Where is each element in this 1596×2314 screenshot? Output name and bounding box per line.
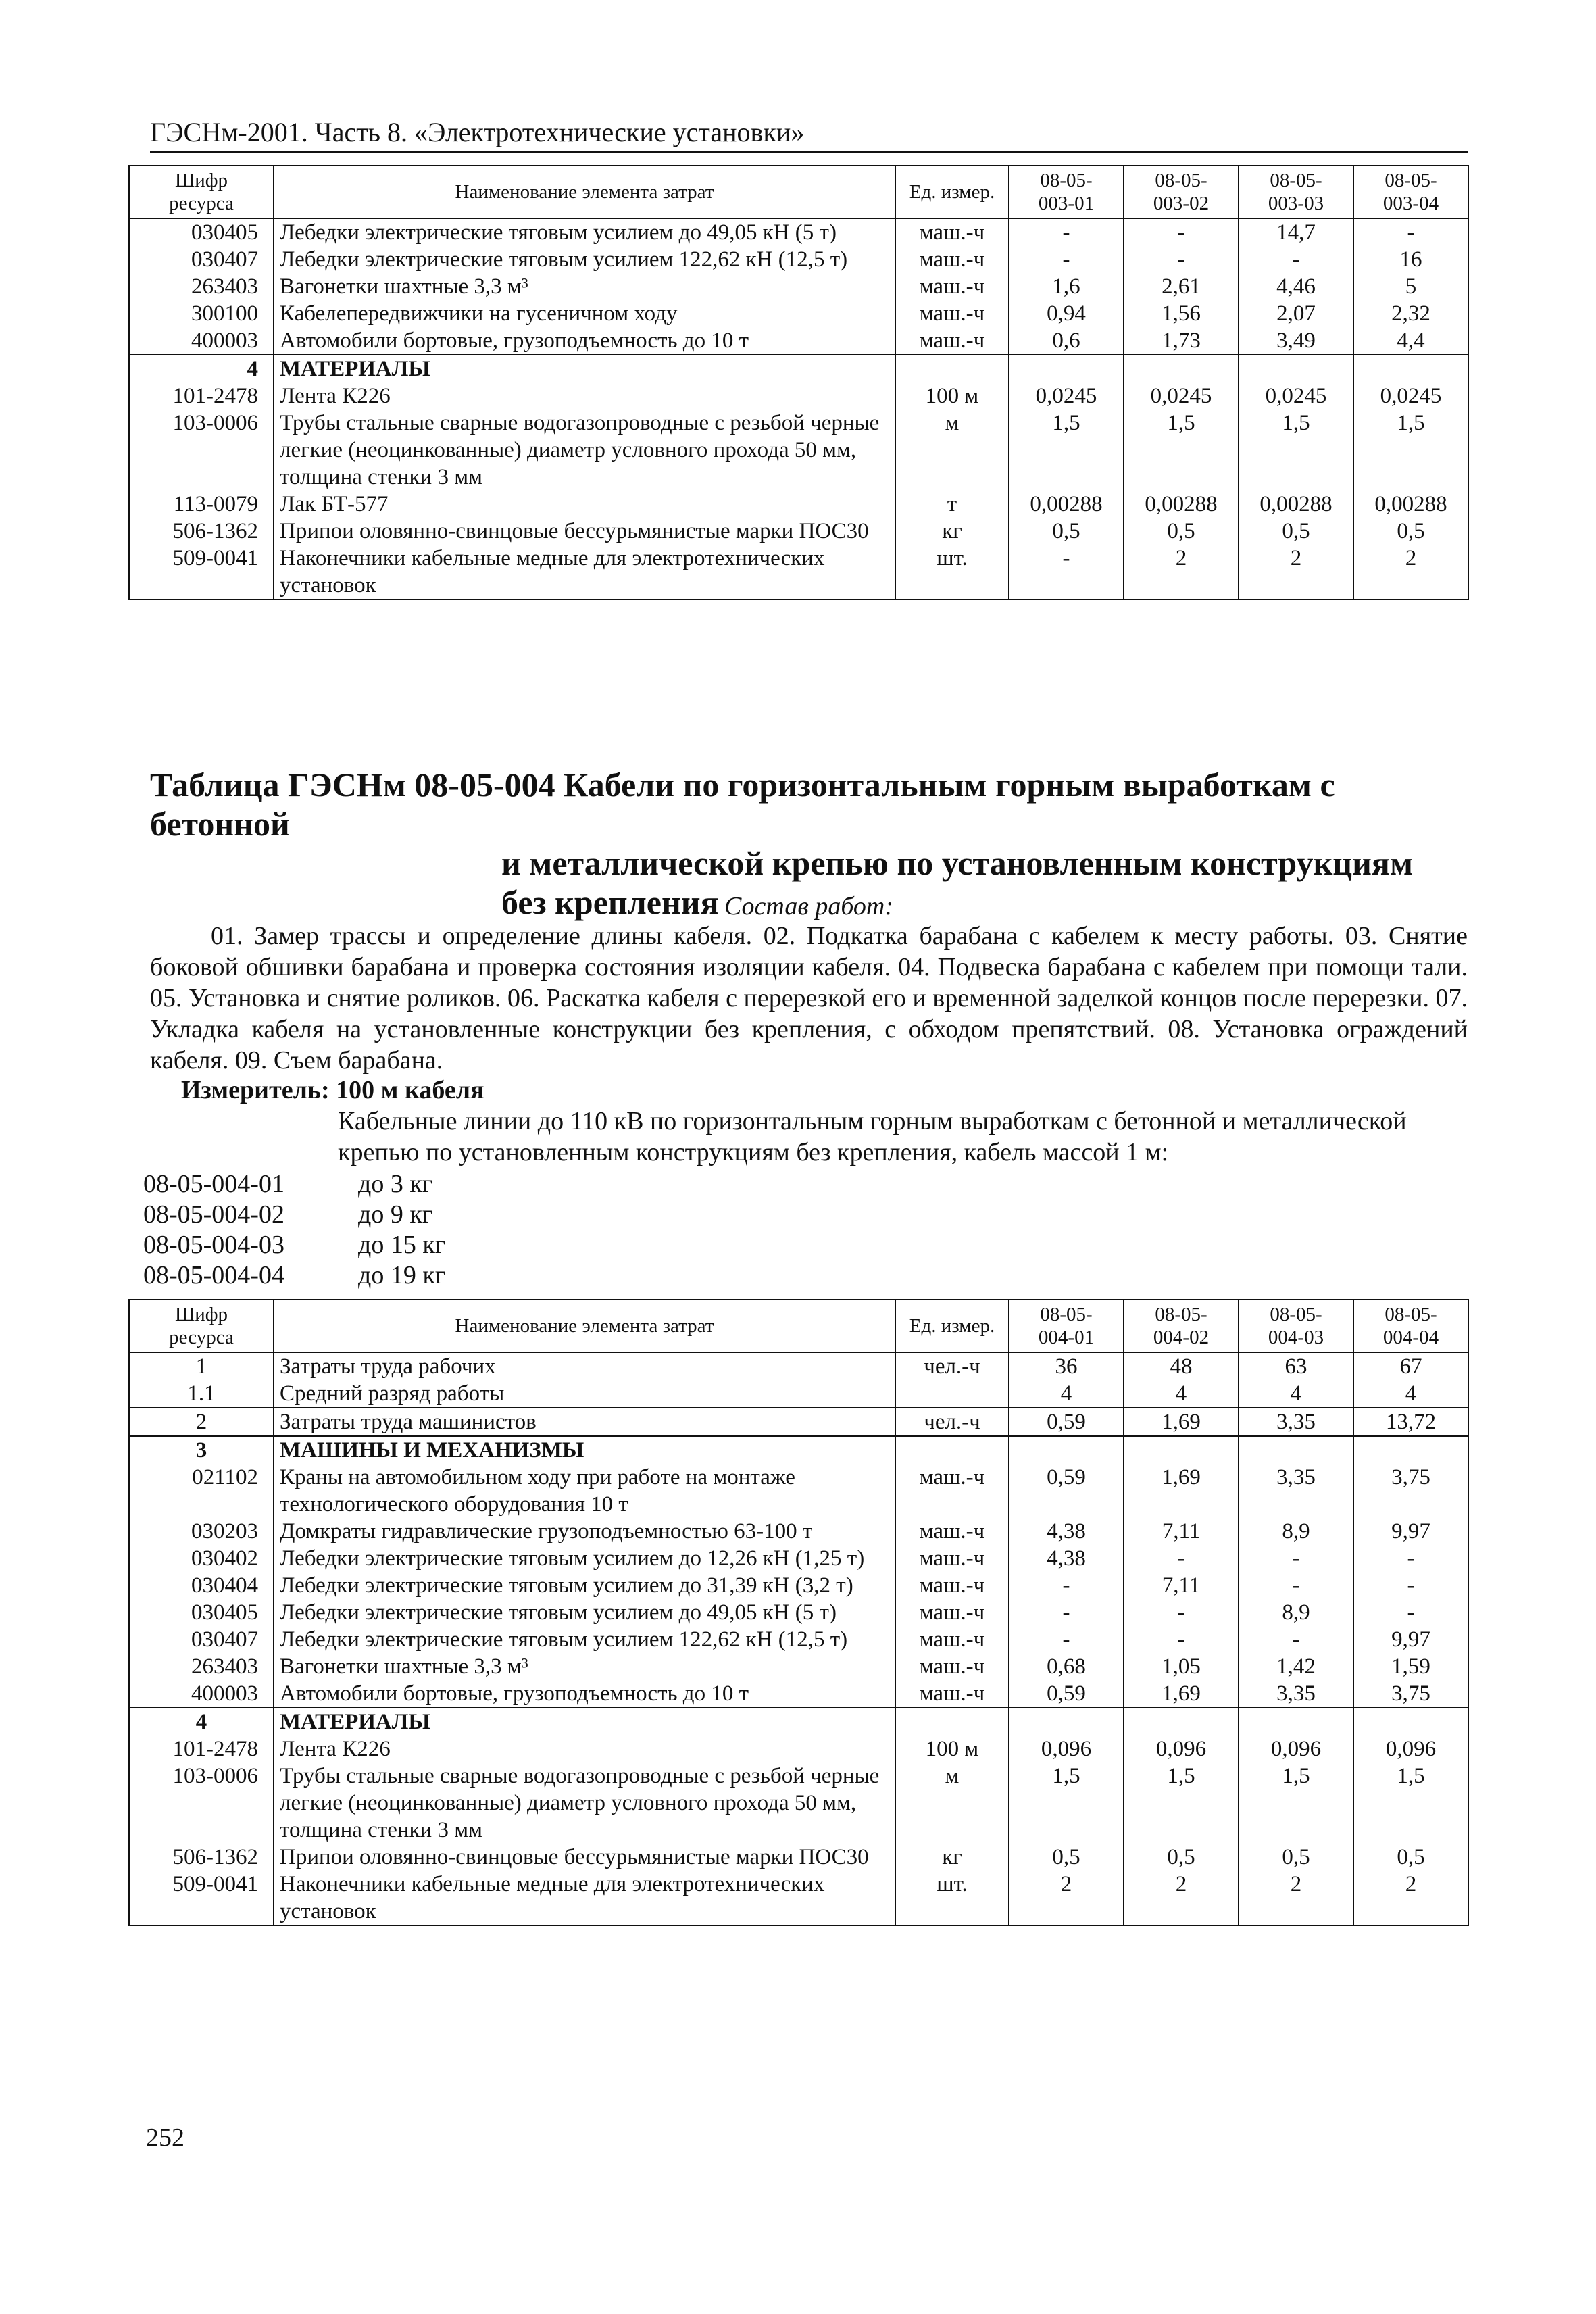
unit-cell: маш.-ч bbox=[895, 1518, 1009, 1545]
header-col-4: 08-05- 003-04 bbox=[1353, 166, 1468, 218]
table-row bbox=[129, 273, 1468, 300]
norm-value-cell: 0,5 bbox=[1353, 518, 1468, 545]
header-col-1: 08-05- 003-01 bbox=[1009, 166, 1124, 218]
table-title-line-3: без крепления bbox=[501, 883, 719, 921]
resource-name-cell: Краны на автомобильном ходу при работе на монтаже технологического оборудования 10 т bbox=[274, 1464, 895, 1518]
resource-code-cell: 030405 bbox=[129, 218, 274, 246]
header-code: Шифр ресурса bbox=[129, 1300, 274, 1352]
norm-value-cell: 7,11 bbox=[1124, 1518, 1239, 1545]
variant-code: 08-05-004-03 bbox=[143, 1231, 284, 1259]
norm-value-cell: 1,5 bbox=[1124, 410, 1239, 491]
table-row bbox=[129, 1518, 1468, 1545]
norm-value-cell: 0,00288 bbox=[1353, 491, 1468, 518]
table-header bbox=[129, 1300, 1468, 1352]
norm-value-cell: 14,7 bbox=[1239, 218, 1353, 246]
resource-code-cell: 030402 bbox=[129, 1545, 274, 1572]
norm-value-cell: 4 bbox=[1124, 1380, 1239, 1408]
resource-code-cell: 263403 bbox=[129, 1653, 274, 1680]
norm-value-cell: 0,0245 bbox=[1353, 383, 1468, 410]
norm-value-cell: - bbox=[1124, 1599, 1239, 1626]
norm-value-cell: 0,5 bbox=[1353, 1844, 1468, 1871]
norm-value-cell: 0,5 bbox=[1009, 1844, 1124, 1871]
norm-value-cell: 0,5 bbox=[1124, 1844, 1239, 1871]
resource-code-cell: 113-0079 bbox=[129, 491, 274, 518]
resource-code-cell: 101-2478 bbox=[129, 1736, 274, 1763]
table-row bbox=[129, 545, 1468, 599]
table-row bbox=[129, 410, 1468, 491]
page-number: 252 bbox=[146, 2123, 184, 2152]
section-row bbox=[129, 355, 1468, 383]
table-row bbox=[129, 383, 1468, 410]
norm-value-cell: - bbox=[1239, 246, 1353, 273]
table-row bbox=[129, 327, 1468, 355]
norm-value-cell: 1,5 bbox=[1009, 1763, 1124, 1844]
resource-code-cell: 4 bbox=[129, 355, 274, 383]
unit-cell: маш.-ч bbox=[895, 246, 1009, 273]
norm-value-cell: 0,00288 bbox=[1124, 491, 1239, 518]
norm-value-cell: 2 bbox=[1009, 1871, 1124, 1925]
norm-value-cell: 8,9 bbox=[1239, 1599, 1353, 1626]
norm-value-cell: 3,75 bbox=[1353, 1680, 1468, 1708]
norm-value-cell: 1,59 bbox=[1353, 1653, 1468, 1680]
norm-value-cell: 0,5 bbox=[1009, 518, 1124, 545]
unit-cell: кг bbox=[895, 518, 1009, 545]
norm-value-cell bbox=[1353, 355, 1468, 383]
norm-value-cell: 0,68 bbox=[1009, 1653, 1124, 1680]
norm-value-cell: 2,61 bbox=[1124, 273, 1239, 300]
unit-cell: маш.-ч bbox=[895, 1464, 1009, 1518]
header-col-1: 08-05- 004-01 bbox=[1009, 1300, 1124, 1352]
norm-value-cell: - bbox=[1009, 1626, 1124, 1653]
norm-value-cell: 1,69 bbox=[1124, 1408, 1239, 1436]
norm-value-cell: 7,11 bbox=[1124, 1572, 1239, 1599]
norm-value-cell: 1,56 bbox=[1124, 300, 1239, 327]
norm-value-cell: 1,5 bbox=[1239, 1763, 1353, 1844]
norm-value-cell: 3,35 bbox=[1239, 1464, 1353, 1518]
norm-value-cell: - bbox=[1353, 1599, 1468, 1626]
norm-value-cell: 0,94 bbox=[1009, 300, 1124, 327]
resource-name-cell: Вагонетки шахтные 3,3 м³ bbox=[274, 273, 895, 300]
norm-value-cell: 1,69 bbox=[1124, 1464, 1239, 1518]
table-header bbox=[129, 166, 1468, 218]
table-row bbox=[129, 1352, 1468, 1380]
resource-code-cell: 030407 bbox=[129, 246, 274, 273]
norm-value-cell: - bbox=[1353, 1545, 1468, 1572]
resource-code-cell: 506-1362 bbox=[129, 1844, 274, 1871]
norm-value-cell: - bbox=[1124, 246, 1239, 273]
norm-value-cell: 0,096 bbox=[1124, 1736, 1239, 1763]
resource-name-cell: Лебедки электрические тяговым усилием 122,62 кН (12,5 т) bbox=[274, 1626, 895, 1653]
norm-value-cell: 1,5 bbox=[1353, 410, 1468, 491]
resource-name-cell: Лебедки электрические тяговым усилием до 12,26 кН (1,25 т) bbox=[274, 1545, 895, 1572]
resource-code-cell: 1.1 bbox=[129, 1380, 274, 1408]
norm-value-cell: 2 bbox=[1124, 545, 1239, 599]
norm-value-cell: 1,5 bbox=[1353, 1763, 1468, 1844]
table-body bbox=[129, 218, 1468, 599]
resource-name-cell: Затраты труда машинистов bbox=[274, 1408, 895, 1436]
norm-value-cell bbox=[1353, 1436, 1468, 1464]
variant-description: Кабельные линии до 110 кВ по горизонтальным горным выработкам с бетонной и металлической крепью по установленным конструкциям без крепления, кабель массой 1 м: bbox=[338, 1107, 1407, 1166]
table-body bbox=[129, 1352, 1468, 1925]
table-row bbox=[129, 491, 1468, 518]
norm-value-cell bbox=[1124, 355, 1239, 383]
norm-value-cell: 4,38 bbox=[1009, 1518, 1124, 1545]
norm-value-cell: 0,096 bbox=[1239, 1736, 1353, 1763]
meter-label: Измеритель: 100 м кабеля bbox=[181, 1076, 484, 1104]
norm-value-cell: 2 bbox=[1239, 545, 1353, 599]
resource-name-cell: Домкраты гидравлические грузоподъемностью 63-100 т bbox=[274, 1518, 895, 1545]
unit-cell: 100 м bbox=[895, 383, 1009, 410]
work-composition-text: 01. Замер трассы и определение длины кабеля. 02. Подкатка барабана с кабелем к месту работы. 03. Снятие боковой обшивки барабана и проверка состояния изоляции кабеля. 04. Подвеска барабана с кабелем при помощи тали. 05. Установка и снятие роликов. 06. Раскатка кабеля с перерезкой его и временной заделкой концов после перерезки. 07. Укладка кабеля на установленные конструкции без крепления, с обходом препятствий. 08. Установка ограждений кабеля. 09. Съем барабана. bbox=[150, 922, 1468, 1075]
resource-name-cell: МАТЕРИАЛЫ bbox=[274, 1708, 895, 1736]
variant-code: 08-05-004-04 bbox=[143, 1261, 284, 1289]
norm-value-cell: 8,9 bbox=[1239, 1518, 1353, 1545]
resource-name-cell: Лента К226 bbox=[274, 1736, 895, 1763]
resource-name-cell: Лебедки электрические тяговым усилием до 49,05 кН (5 т) bbox=[274, 1599, 895, 1626]
variant-label: до 15 кг bbox=[358, 1231, 446, 1259]
norm-value-cell: 1,5 bbox=[1239, 410, 1353, 491]
work-composition-heading: Состав работ: bbox=[724, 892, 894, 920]
norm-value-cell: 0,096 bbox=[1009, 1736, 1124, 1763]
norm-value-cell: - bbox=[1353, 1572, 1468, 1599]
resource-code-cell: 030405 bbox=[129, 1599, 274, 1626]
norm-value-cell: 2 bbox=[1353, 545, 1468, 599]
resource-name-cell: Лебедки электрические тяговым усилием до 31,39 кН (3,2 т) bbox=[274, 1572, 895, 1599]
norm-value-cell: - bbox=[1239, 1626, 1353, 1653]
header-col-2: 08-05- 003-02 bbox=[1124, 166, 1239, 218]
norm-value-cell bbox=[1009, 355, 1124, 383]
unit-cell: шт. bbox=[895, 545, 1009, 599]
header-name: Наименование элемента затрат bbox=[274, 166, 895, 218]
variant-item bbox=[143, 1200, 445, 1230]
table-row bbox=[129, 246, 1468, 273]
norm-value-cell bbox=[1009, 1436, 1124, 1464]
norm-value-cell bbox=[1124, 1708, 1239, 1736]
table-row bbox=[129, 1408, 1468, 1436]
norm-value-cell: 0,59 bbox=[1009, 1408, 1124, 1436]
header-col-3: 08-05- 004-03 bbox=[1239, 1300, 1353, 1352]
resource-name-cell: МАТЕРИАЛЫ bbox=[274, 355, 895, 383]
norm-value-cell: - bbox=[1239, 1572, 1353, 1599]
norm-value-cell: 1,73 bbox=[1124, 327, 1239, 355]
table-row bbox=[129, 1653, 1468, 1680]
unit-cell: маш.-ч bbox=[895, 1599, 1009, 1626]
resource-name-cell: Лента К226 bbox=[274, 383, 895, 410]
norm-value-cell: - bbox=[1009, 218, 1124, 246]
norm-value-cell: - bbox=[1009, 1572, 1124, 1599]
resource-name-cell: МАШИНЫ И МЕХАНИЗМЫ bbox=[274, 1436, 895, 1464]
resource-code-cell: 3 bbox=[129, 1436, 274, 1464]
unit-cell: маш.-ч bbox=[895, 1626, 1009, 1653]
unit-cell: маш.-ч bbox=[895, 300, 1009, 327]
variant-label: до 3 кг bbox=[358, 1170, 433, 1198]
header-code: Шифр ресурса bbox=[129, 166, 274, 218]
resource-name-cell: Средний разряд работы bbox=[274, 1380, 895, 1408]
table-row bbox=[129, 1464, 1468, 1518]
norm-value-cell: 1,05 bbox=[1124, 1653, 1239, 1680]
norm-value-cell: 9,97 bbox=[1353, 1626, 1468, 1653]
unit-cell: маш.-ч bbox=[895, 327, 1009, 355]
unit-cell: маш.-ч bbox=[895, 1680, 1009, 1708]
norm-value-cell: 0,59 bbox=[1009, 1464, 1124, 1518]
header-col-2: 08-05- 004-02 bbox=[1124, 1300, 1239, 1352]
norm-value-cell bbox=[1009, 1708, 1124, 1736]
resource-table-003 bbox=[128, 165, 1469, 600]
resource-code-cell: 021102 bbox=[129, 1464, 274, 1518]
norm-value-cell: 3,35 bbox=[1239, 1408, 1353, 1436]
resource-table-004 bbox=[128, 1299, 1469, 1926]
unit-cell bbox=[895, 1380, 1009, 1408]
table-row bbox=[129, 1763, 1468, 1844]
table-row bbox=[129, 300, 1468, 327]
variant-item bbox=[143, 1260, 445, 1291]
unit-cell: маш.-ч bbox=[895, 1572, 1009, 1599]
table-row bbox=[129, 1680, 1468, 1708]
unit-cell bbox=[895, 1708, 1009, 1736]
norm-value-cell: 1,42 bbox=[1239, 1653, 1353, 1680]
norm-value-cell: - bbox=[1009, 246, 1124, 273]
norm-value-cell: 2,32 bbox=[1353, 300, 1468, 327]
running-head: ГЭСНм-2001. Часть 8. «Электротехнические установки» bbox=[150, 116, 1468, 153]
norm-value-cell: - bbox=[1124, 218, 1239, 246]
norm-value-cell: 0,59 bbox=[1009, 1680, 1124, 1708]
norm-value-cell: 9,97 bbox=[1353, 1518, 1468, 1545]
norm-value-cell: 0,0245 bbox=[1124, 383, 1239, 410]
variant-code: 08-05-004-02 bbox=[143, 1200, 284, 1229]
norm-value-cell: 2,07 bbox=[1239, 300, 1353, 327]
unit-cell: чел.-ч bbox=[895, 1352, 1009, 1380]
norm-value-cell: 4,46 bbox=[1239, 273, 1353, 300]
norm-value-cell: - bbox=[1124, 1545, 1239, 1572]
table-row bbox=[129, 1545, 1468, 1572]
unit-cell: чел.-ч bbox=[895, 1408, 1009, 1436]
variant-label: до 9 кг bbox=[358, 1200, 433, 1229]
variant-label: до 19 кг bbox=[358, 1261, 446, 1289]
resource-name-cell: Лебедки электрические тяговым усилием до 49,05 кН (5 т) bbox=[274, 218, 895, 246]
norm-value-cell: 0,5 bbox=[1124, 518, 1239, 545]
unit-cell bbox=[895, 1436, 1009, 1464]
norm-value-cell bbox=[1239, 1436, 1353, 1464]
resource-code-cell: 1 bbox=[129, 1352, 274, 1380]
norm-value-cell: 2 bbox=[1124, 1871, 1239, 1925]
norm-value-cell: 0,5 bbox=[1239, 518, 1353, 545]
resource-code-cell: 400003 bbox=[129, 327, 274, 355]
table-row bbox=[129, 218, 1468, 246]
variant-list bbox=[143, 1169, 445, 1291]
header-unit: Ед. измер. bbox=[895, 1300, 1009, 1352]
resource-code-cell: 263403 bbox=[129, 273, 274, 300]
norm-value-cell bbox=[1239, 355, 1353, 383]
norm-value-cell: 3,75 bbox=[1353, 1464, 1468, 1518]
resource-name-cell: Припои оловянно-свинцовые бессурьмянистые марки ПОС30 bbox=[274, 1844, 895, 1871]
table-row bbox=[129, 1599, 1468, 1626]
unit-cell: кг bbox=[895, 1844, 1009, 1871]
resource-name-cell: Автомобили бортовые, грузоподъемность до 10 т bbox=[274, 1680, 895, 1708]
unit-cell: шт. bbox=[895, 1871, 1009, 1925]
header-unit: Ед. измер. bbox=[895, 166, 1009, 218]
resource-code-cell: 101-2478 bbox=[129, 383, 274, 410]
resource-code-cell: 400003 bbox=[129, 1680, 274, 1708]
resource-name-cell: Вагонетки шахтные 3,3 м³ bbox=[274, 1653, 895, 1680]
norm-value-cell: 13,72 bbox=[1353, 1408, 1468, 1436]
norm-value-cell: 4 bbox=[1009, 1380, 1124, 1408]
norm-value-cell: 0,0245 bbox=[1239, 383, 1353, 410]
norm-value-cell: 1,69 bbox=[1124, 1680, 1239, 1708]
table-row bbox=[129, 1844, 1468, 1871]
norm-value-cell: - bbox=[1124, 1626, 1239, 1653]
norm-value-cell: 1,6 bbox=[1009, 273, 1124, 300]
header-col-3: 08-05- 003-03 bbox=[1239, 166, 1353, 218]
norm-value-cell: 4,38 bbox=[1009, 1545, 1124, 1572]
variant-code: 08-05-004-01 bbox=[143, 1170, 284, 1198]
table-title-line-1: Таблица ГЭСНм 08-05-004 Кабели по горизонтальным горным выработкам с бетонной bbox=[150, 766, 1335, 843]
resource-name-cell: Кабелепередвижчики на гусеничном ходу bbox=[274, 300, 895, 327]
norm-value-cell: 4 bbox=[1353, 1380, 1468, 1408]
norm-value-cell: 48 bbox=[1124, 1352, 1239, 1380]
section-row bbox=[129, 1436, 1468, 1464]
norm-value-cell: 67 bbox=[1353, 1352, 1468, 1380]
unit-cell: 100 м bbox=[895, 1736, 1009, 1763]
norm-value-cell: 2 bbox=[1239, 1871, 1353, 1925]
table-row bbox=[129, 1626, 1468, 1653]
resource-code-cell: 506-1362 bbox=[129, 518, 274, 545]
unit-cell: маш.-ч bbox=[895, 1653, 1009, 1680]
resource-code-cell: 103-0006 bbox=[129, 1763, 274, 1844]
resource-code-cell: 030407 bbox=[129, 1626, 274, 1653]
resource-code-cell: 4 bbox=[129, 1708, 274, 1736]
norm-value-cell: 0,00288 bbox=[1009, 491, 1124, 518]
unit-cell: маш.-ч bbox=[895, 218, 1009, 246]
unit-cell: м bbox=[895, 1763, 1009, 1844]
norm-value-cell: 5 bbox=[1353, 273, 1468, 300]
norm-value-cell: 4,4 bbox=[1353, 327, 1468, 355]
unit-cell: маш.-ч bbox=[895, 1545, 1009, 1572]
norm-value-cell: 0,5 bbox=[1239, 1844, 1353, 1871]
table-row bbox=[129, 1572, 1468, 1599]
resource-name-cell: Трубы стальные сварные водогазопроводные с резьбой черные легкие (неоцинкованные) диаметр условного прохода 50 мм, толщина стенки 3 мм bbox=[274, 1763, 895, 1844]
table-title-line-2: и металлической крепью по установленным конструкциям bbox=[501, 844, 1413, 882]
unit-cell: маш.-ч bbox=[895, 273, 1009, 300]
norm-value-cell: - bbox=[1239, 1545, 1353, 1572]
resource-name-cell: Лак БТ-577 bbox=[274, 491, 895, 518]
header-name: Наименование элемента затрат bbox=[274, 1300, 895, 1352]
resource-code-cell: 2 bbox=[129, 1408, 274, 1436]
norm-value-cell: 1,5 bbox=[1124, 1763, 1239, 1844]
norm-value-cell bbox=[1353, 1708, 1468, 1736]
unit-cell bbox=[895, 355, 1009, 383]
resource-name-cell: Наконечники кабельные медные для электротехнических установок bbox=[274, 1871, 895, 1925]
norm-value-cell bbox=[1124, 1436, 1239, 1464]
table-row bbox=[129, 1736, 1468, 1763]
resource-code-cell: 030203 bbox=[129, 1518, 274, 1545]
header-col-4: 08-05- 004-04 bbox=[1353, 1300, 1468, 1352]
norm-value-cell: 63 bbox=[1239, 1352, 1353, 1380]
resource-code-cell: 103-0006 bbox=[129, 410, 274, 491]
norm-value-cell: 2 bbox=[1353, 1871, 1468, 1925]
unit-cell: т bbox=[895, 491, 1009, 518]
unit-cell: м bbox=[895, 410, 1009, 491]
resource-name-cell: Трубы стальные сварные водогазопроводные с резьбой черные легкие (неоцинкованные) диаметр условного прохода 50 мм, толщина стенки 3 мм bbox=[274, 410, 895, 491]
norm-value-cell: 0,00288 bbox=[1239, 491, 1353, 518]
norm-value-cell: 1,5 bbox=[1009, 410, 1124, 491]
norm-value-cell: - bbox=[1009, 545, 1124, 599]
resource-name-cell: Затраты труда рабочих bbox=[274, 1352, 895, 1380]
table-row bbox=[129, 518, 1468, 545]
norm-value-cell: 3,35 bbox=[1239, 1680, 1353, 1708]
norm-value-cell: 16 bbox=[1353, 246, 1468, 273]
resource-code-cell: 509-0041 bbox=[129, 545, 274, 599]
resource-code-cell: 030404 bbox=[129, 1572, 274, 1599]
norm-value-cell: 36 bbox=[1009, 1352, 1124, 1380]
resource-name-cell: Лебедки электрические тяговым усилием 122,62 кН (12,5 т) bbox=[274, 246, 895, 273]
norm-value-cell: 3,49 bbox=[1239, 327, 1353, 355]
norm-value-cell: 0,0245 bbox=[1009, 383, 1124, 410]
resource-code-cell: 509-0041 bbox=[129, 1871, 274, 1925]
resource-name-cell: Припои оловянно-свинцовые бессурьмянистые марки ПОС30 bbox=[274, 518, 895, 545]
variant-item bbox=[143, 1230, 445, 1260]
section-row bbox=[129, 1708, 1468, 1736]
table-row bbox=[129, 1380, 1468, 1408]
norm-value-cell: 0,6 bbox=[1009, 327, 1124, 355]
resource-name-cell: Автомобили бортовые, грузоподъемность до 10 т bbox=[274, 327, 895, 355]
resource-name-cell: Наконечники кабельные медные для электротехнических установок bbox=[274, 545, 895, 599]
table-row bbox=[129, 1871, 1468, 1925]
resource-code-cell: 300100 bbox=[129, 300, 274, 327]
variant-item bbox=[143, 1169, 445, 1200]
norm-value-cell: - bbox=[1009, 1599, 1124, 1626]
norm-value-cell bbox=[1239, 1708, 1353, 1736]
norm-value-cell: - bbox=[1353, 218, 1468, 246]
norm-value-cell: 4 bbox=[1239, 1380, 1353, 1408]
norm-value-cell: 0,096 bbox=[1353, 1736, 1468, 1763]
